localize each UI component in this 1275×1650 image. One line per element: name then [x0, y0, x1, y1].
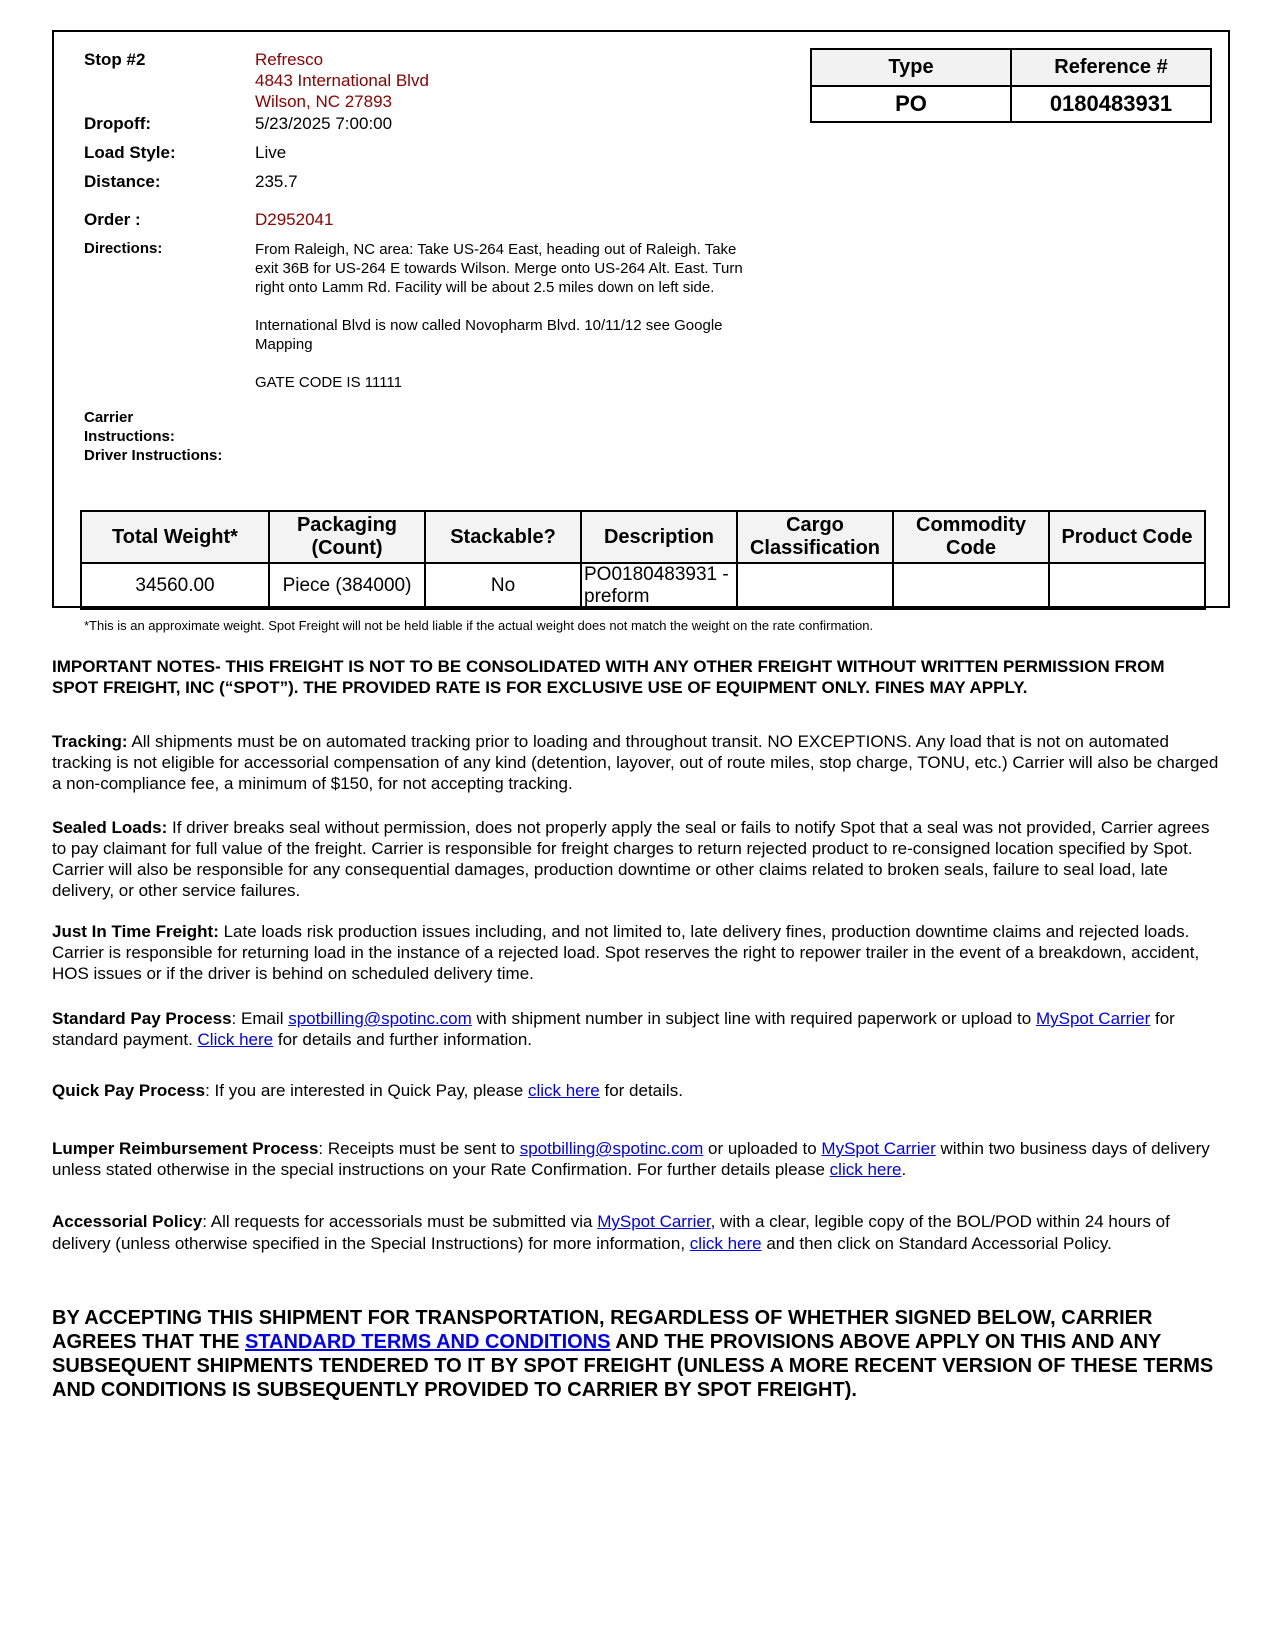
directions-label: Directions: [84, 240, 163, 257]
reference-header: Reference # [1011, 49, 1211, 86]
closing-terms-statement [52, 1306, 1232, 1402]
dropoff-value: 5/23/2025 7:00:00 [255, 114, 393, 133]
section-title: Lumper Reimbursement Process [52, 1139, 319, 1158]
header-product-code: Product Code [1049, 511, 1205, 563]
accessorial-click-here-link[interactable]: click here [689, 1234, 762, 1253]
stackable-cell: No [425, 563, 581, 609]
header-stackable: Stackable? [425, 511, 581, 563]
section-text: Late loads risk production issues including, and not limited to, late delivery fines, production downtime claims and rejected loads. Carrier is responsible for returning load in the instance of a rejected load. Spot reserves the right to repower trailer in the event of a breakdown, accident, HOS issues or if the driver is behind on scheduled delivery time. [52, 922, 1200, 983]
type-header: Type [811, 49, 1011, 86]
driver-instructions-label: Driver Instructions: [84, 447, 223, 464]
packaging-cell: Piece (384000) [269, 563, 425, 609]
sealed-loads-section [52, 817, 1222, 901]
section-text: AND THE PROVISIONS ABOVE APPLY ON THIS AND ANY SUBSEQUENT SHIPMENTS TENDERED TO IT BY SPOT FREIGHT (UNLESS A MORE RECENT VERSION OF THESE TERMS AND CONDITIONS IS SUBSEQUENTLY PROVIDED TO CARRIER BY SPOT FREIGHT). [52, 1331, 1214, 1401]
freight-table [80, 510, 1206, 610]
section-text: : Email [231, 1009, 289, 1028]
table-row [81, 563, 1205, 609]
section-text: , with a clear, legible copy of the BOL/POD within 24 hours of delivery (unless otherwise specified in the Special Instructions) for more information, [52, 1212, 1170, 1253]
header-commodity-code: Commodity Code [893, 511, 1049, 563]
section-text: for details and further information. [273, 1030, 533, 1049]
stop-address-line1: 4843 International Blvd [255, 71, 429, 90]
section-text: : If you are interested in Quick Pay, please [205, 1081, 528, 1100]
tracking-section [52, 731, 1222, 794]
header-description: Description [581, 511, 737, 563]
carrier-instructions-label-1: Carrier [84, 409, 134, 426]
section-text: within two business days of delivery unless stated otherwise in the special instructions on your Rate Confirmation. For further details please [52, 1139, 1210, 1179]
commodity-code-cell [893, 563, 1049, 609]
billing-email-link[interactable]: spotbilling@spotinc.com [288, 1009, 472, 1028]
lumper-section [52, 1138, 1222, 1180]
directions-paragraph: From Raleigh, NC area: Take US-264 East, heading out of Raleigh. Take exit 36B for US-264 E towards Wilson. Merge onto US-264 Alt. East. Turn right onto Lamm Rd. Facility will be about 2.5 miles down on left side. [255, 241, 743, 296]
carrier-instructions-label-2: Instructions: [84, 428, 175, 445]
section-text: with shipment number in subject line with required paperwork or upload to [471, 1009, 1036, 1028]
stop-company: Refresco [255, 50, 324, 69]
important-notes: IMPORTANT NOTES- THIS FREIGHT IS NOT TO BE CONSOLIDATED WITH ANY OTHER FREIGHT WITHOUT WRITTEN PERMISSION FROM SPOT FREIGHT, INC (“SPOT”). THE PROVIDED RATE IS FOR EXCLUSIVE USE OF EQUIPMENT ONLY. FINES MAY APPLY. [52, 657, 1165, 697]
directions-paragraph: GATE CODE IS 11111 [255, 374, 402, 391]
reference-table [810, 48, 1212, 123]
type-value: PO [811, 86, 1011, 122]
section-text: and then click on Standard Accessorial Policy. [761, 1234, 1112, 1253]
section-text: for details. [599, 1081, 683, 1100]
description-cell: PO0180483931 - preform [581, 563, 737, 609]
lumper-click-here-link[interactable]: click here [829, 1160, 902, 1179]
standard-pay-click-here-link[interactable]: Click here [197, 1030, 274, 1049]
reference-value: 0180483931 [1011, 86, 1211, 122]
quick-pay-section [52, 1080, 1222, 1101]
total-weight-cell: 34560.00 [81, 563, 269, 609]
section-text: or uploaded to [703, 1139, 822, 1158]
section-text: : Receipts must be sent to [318, 1139, 520, 1158]
section-text: BY ACCEPTING THIS SHIPMENT FOR TRANSPORTATION, REGARDLESS OF WHETHER SIGNED BELOW, CARRIER AGREES THAT THE [52, 1307, 1153, 1353]
standard-pay-section [52, 1008, 1222, 1050]
product-code-cell [1049, 563, 1205, 609]
myspot-carrier-link[interactable]: MySpot Carrier [821, 1139, 936, 1158]
stop-label: Stop #2 [84, 50, 146, 69]
section-title: Accessorial Policy [52, 1212, 203, 1231]
quick-pay-click-here-link[interactable]: click here [527, 1081, 600, 1100]
section-text: : All requests for accessorials must be submitted via [202, 1212, 598, 1231]
section-text: . [901, 1160, 907, 1179]
distance-value: 235.7 [255, 172, 298, 191]
stop-address-line2: Wilson, NC 27893 [255, 92, 393, 111]
section-text: All shipments must be on automated tracking prior to loading and throughout transit. NO EXCEPTIONS. Any load that is not on automated tracking is not eligible for accessorial compensation of any kind (detention, layover, out of route miles, stop charge, TONU, etc.) Carrier will also be charged a non-compliance fee, a minimum of $150, for not accepting tracking. [52, 732, 1219, 793]
standard-terms-link[interactable]: STANDARD TERMS AND CONDITIONS [244, 1331, 611, 1353]
load-style-value: Live [255, 143, 287, 162]
jit-freight-section [52, 921, 1222, 984]
myspot-carrier-link[interactable]: MySpot Carrier [597, 1212, 711, 1231]
cargo-classification-cell [737, 563, 893, 609]
section-title: Quick Pay Process [52, 1081, 206, 1100]
billing-email-link[interactable]: spotbilling@spotinc.com [519, 1139, 704, 1158]
weight-footnote: *This is an approximate weight. Spot Freight will not be held liable if the actual weight does not match the weight on the rate confirmation. [84, 618, 874, 633]
header-total-weight: Total Weight* [81, 511, 269, 563]
section-title: Sealed Loads: [52, 818, 168, 837]
load-style-label: Load Style: [84, 143, 176, 162]
header-packaging: Packaging (Count) [269, 511, 425, 563]
section-title: Tracking: [52, 732, 128, 751]
directions-paragraph: International Blvd is now called Novopharm Blvd. 10/11/12 see Google Mapping [255, 317, 723, 353]
distance-label: Distance: [84, 172, 161, 191]
order-label: Order : [84, 210, 141, 229]
section-text: for standard payment. [52, 1009, 1175, 1049]
accessorial-section [52, 1211, 1222, 1255]
myspot-carrier-link[interactable]: MySpot Carrier [1035, 1009, 1151, 1028]
section-text: If driver breaks seal without permission, does not properly apply the seal or fails to notify Spot that a seal was not provided, Carrier agrees to pay claimant for full value of the freight. Carrier is responsible for freight charges to return rejected product to re-consigned location specified by Spot. Carrier will also be responsible for any consequential damages, production downtime or other claims related to broken seals, failure to seal load, late delivery, or other service failures. [52, 818, 1210, 900]
dropoff-label: Dropoff: [84, 114, 152, 133]
section-title: Standard Pay Process [52, 1009, 232, 1028]
section-title: Just In Time Freight: [52, 922, 219, 941]
header-cargo-classification: Cargo Classification [737, 511, 893, 563]
order-value: D2952041 [255, 210, 334, 229]
directions-text [255, 240, 745, 411]
